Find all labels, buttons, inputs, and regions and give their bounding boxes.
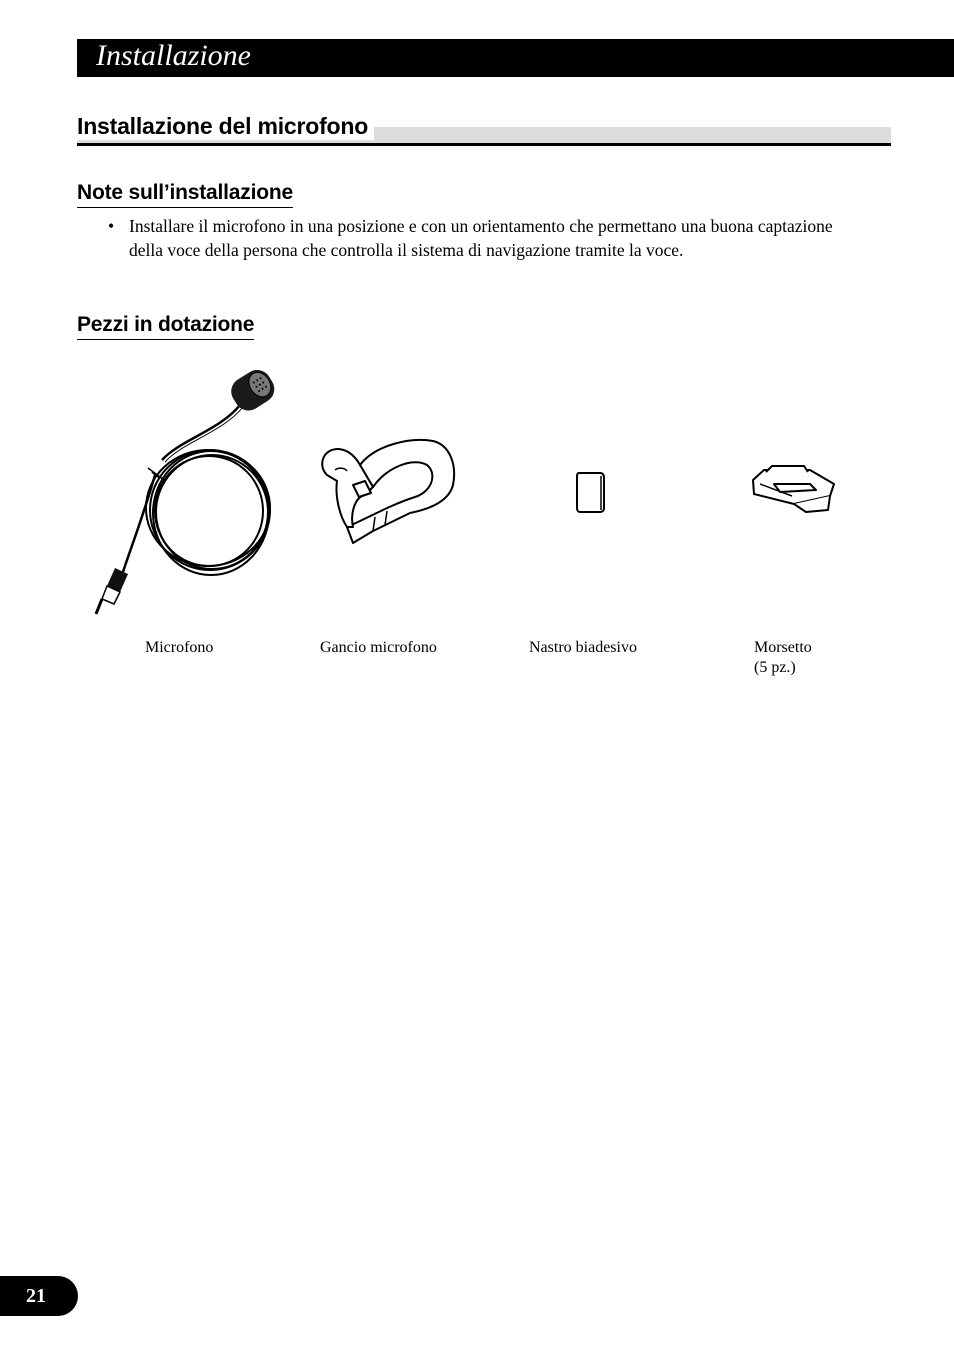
note-text: Installare il microfono in una posizione e con un orientamento che permettano una buona captazione della voce della persona che controlla il sistema di navigazione tramite la voce. <box>129 216 833 260</box>
clamp-icon <box>750 462 838 514</box>
bullet-icon: • <box>108 216 115 236</box>
part-label-nastro: Nastro biadesivo <box>529 639 637 656</box>
microphone-clip-icon <box>315 435 460 545</box>
section-title: Installazione del microfono <box>77 112 374 140</box>
part-label-gancio: Gancio microfono <box>320 639 437 656</box>
chapter-header <box>77 39 954 77</box>
part-label-morsetto: Morsetto <box>754 639 812 656</box>
double-sided-tape-icon <box>575 470 607 515</box>
part-label-microfono: Microfono <box>145 639 214 656</box>
parts-heading: Pezzi in dotazione <box>77 312 254 340</box>
section-heading <box>77 110 891 146</box>
page-number: 21 <box>26 1285 46 1307</box>
microphone-icon <box>80 360 290 625</box>
part-sublabel-morsetto: (5 pz.) <box>754 659 796 676</box>
notes-heading: Note sull’installazione <box>77 180 293 208</box>
chapter-title: Installazione <box>96 39 251 72</box>
page-number-tab <box>0 1276 78 1316</box>
